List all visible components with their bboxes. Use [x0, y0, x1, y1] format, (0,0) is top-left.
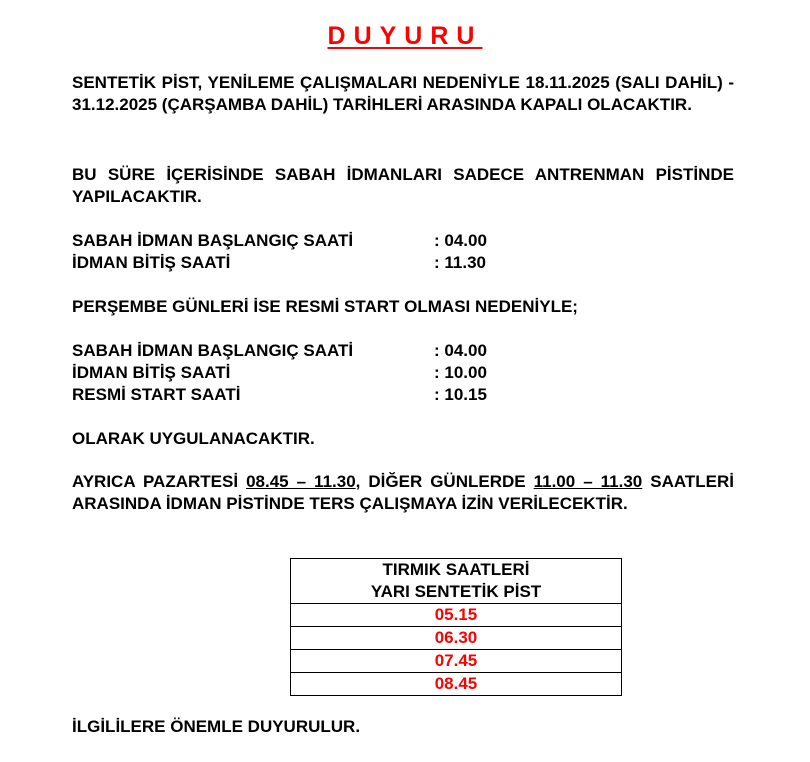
schedule-row: [72, 384, 734, 406]
closing-line: İLGİLİLERE ÖNEMLE DUYURULUR.: [72, 717, 361, 736]
schedule-value: : 04.00: [434, 231, 487, 250]
schedule-value: : 11.30: [434, 253, 486, 272]
table-header-row: [291, 581, 622, 604]
reverse-work-text: SAATLERİ ARASINDA İDMAN PİSTİNDE TERS ÇALIŞMAYA İZİN VERİLECEKTİR.: [72, 472, 735, 513]
morning-training-paragraph: BU SÜRE İÇERİSİNDE SABAH İDMANLARI SADECE ANTRENMAN PİSTİNDE YAPILACAKTIR.: [72, 165, 734, 206]
table-row: [291, 604, 622, 627]
closure-paragraph: SENTETİK PİST, YENİLEME ÇALIŞMALARI NEDENİYLE 18.11.2025 (SALI DAHİL) - 31.12.2025 (ÇARŞAMBA DAHİL) TARİHLERİ ARASINDA KAPALI OLACAKTIR.: [72, 73, 734, 114]
schedule-value: : 10.00: [434, 363, 487, 382]
reverse-work-text: AYRICA PAZARTESİ: [72, 472, 247, 491]
schedule-value: : 10.15: [434, 385, 487, 404]
table-header-row: [291, 559, 622, 582]
table-row: [291, 673, 622, 696]
monday-time-range: 08.45 – 11.30: [246, 472, 356, 491]
schedule-label: İDMAN BİTİŞ SAATİ: [72, 253, 231, 272]
harrowing-time: 06.30: [291, 627, 622, 650]
table-header: TIRMIK SAATLERİ: [291, 559, 622, 582]
schedule-row: [72, 252, 734, 274]
reverse-work-paragraph: [72, 471, 734, 515]
schedule-row: [72, 362, 734, 384]
schedule-label: İDMAN BİTİŞ SAATİ: [72, 363, 231, 382]
schedule-row: [72, 230, 734, 252]
training-schedule: [72, 230, 734, 274]
schedule-label: RESMİ START SAATİ: [72, 385, 241, 404]
table-row: [291, 650, 622, 673]
harrowing-time: 05.15: [291, 604, 622, 627]
thursday-schedule: [72, 340, 734, 406]
schedule-row: [72, 340, 734, 362]
applied-paragraph: OLARAK UYGULANACAKTIR.: [72, 429, 315, 448]
thursday-paragraph: PERŞEMBE GÜNLERİ İSE RESMİ START OLMASI NEDENİYLE;: [72, 297, 578, 316]
harrowing-time: 07.45: [291, 650, 622, 673]
table-subheader: YARI SENTETİK PİST: [291, 581, 622, 604]
harrowing-times-table: [290, 558, 622, 696]
other-days-time-range: 11.00 – 11.30: [533, 472, 643, 491]
schedule-label: SABAH İDMAN BAŞLANGIÇ SAATİ: [72, 231, 354, 250]
schedule-value: : 04.00: [434, 341, 487, 360]
table-row: [291, 627, 622, 650]
schedule-label: SABAH İDMAN BAŞLANGIÇ SAATİ: [72, 341, 354, 360]
harrowing-time: 08.45: [291, 673, 622, 696]
announcement-title: DUYURU: [327, 22, 483, 50]
reverse-work-text: , DİĞER GÜNLERDE: [355, 472, 534, 491]
